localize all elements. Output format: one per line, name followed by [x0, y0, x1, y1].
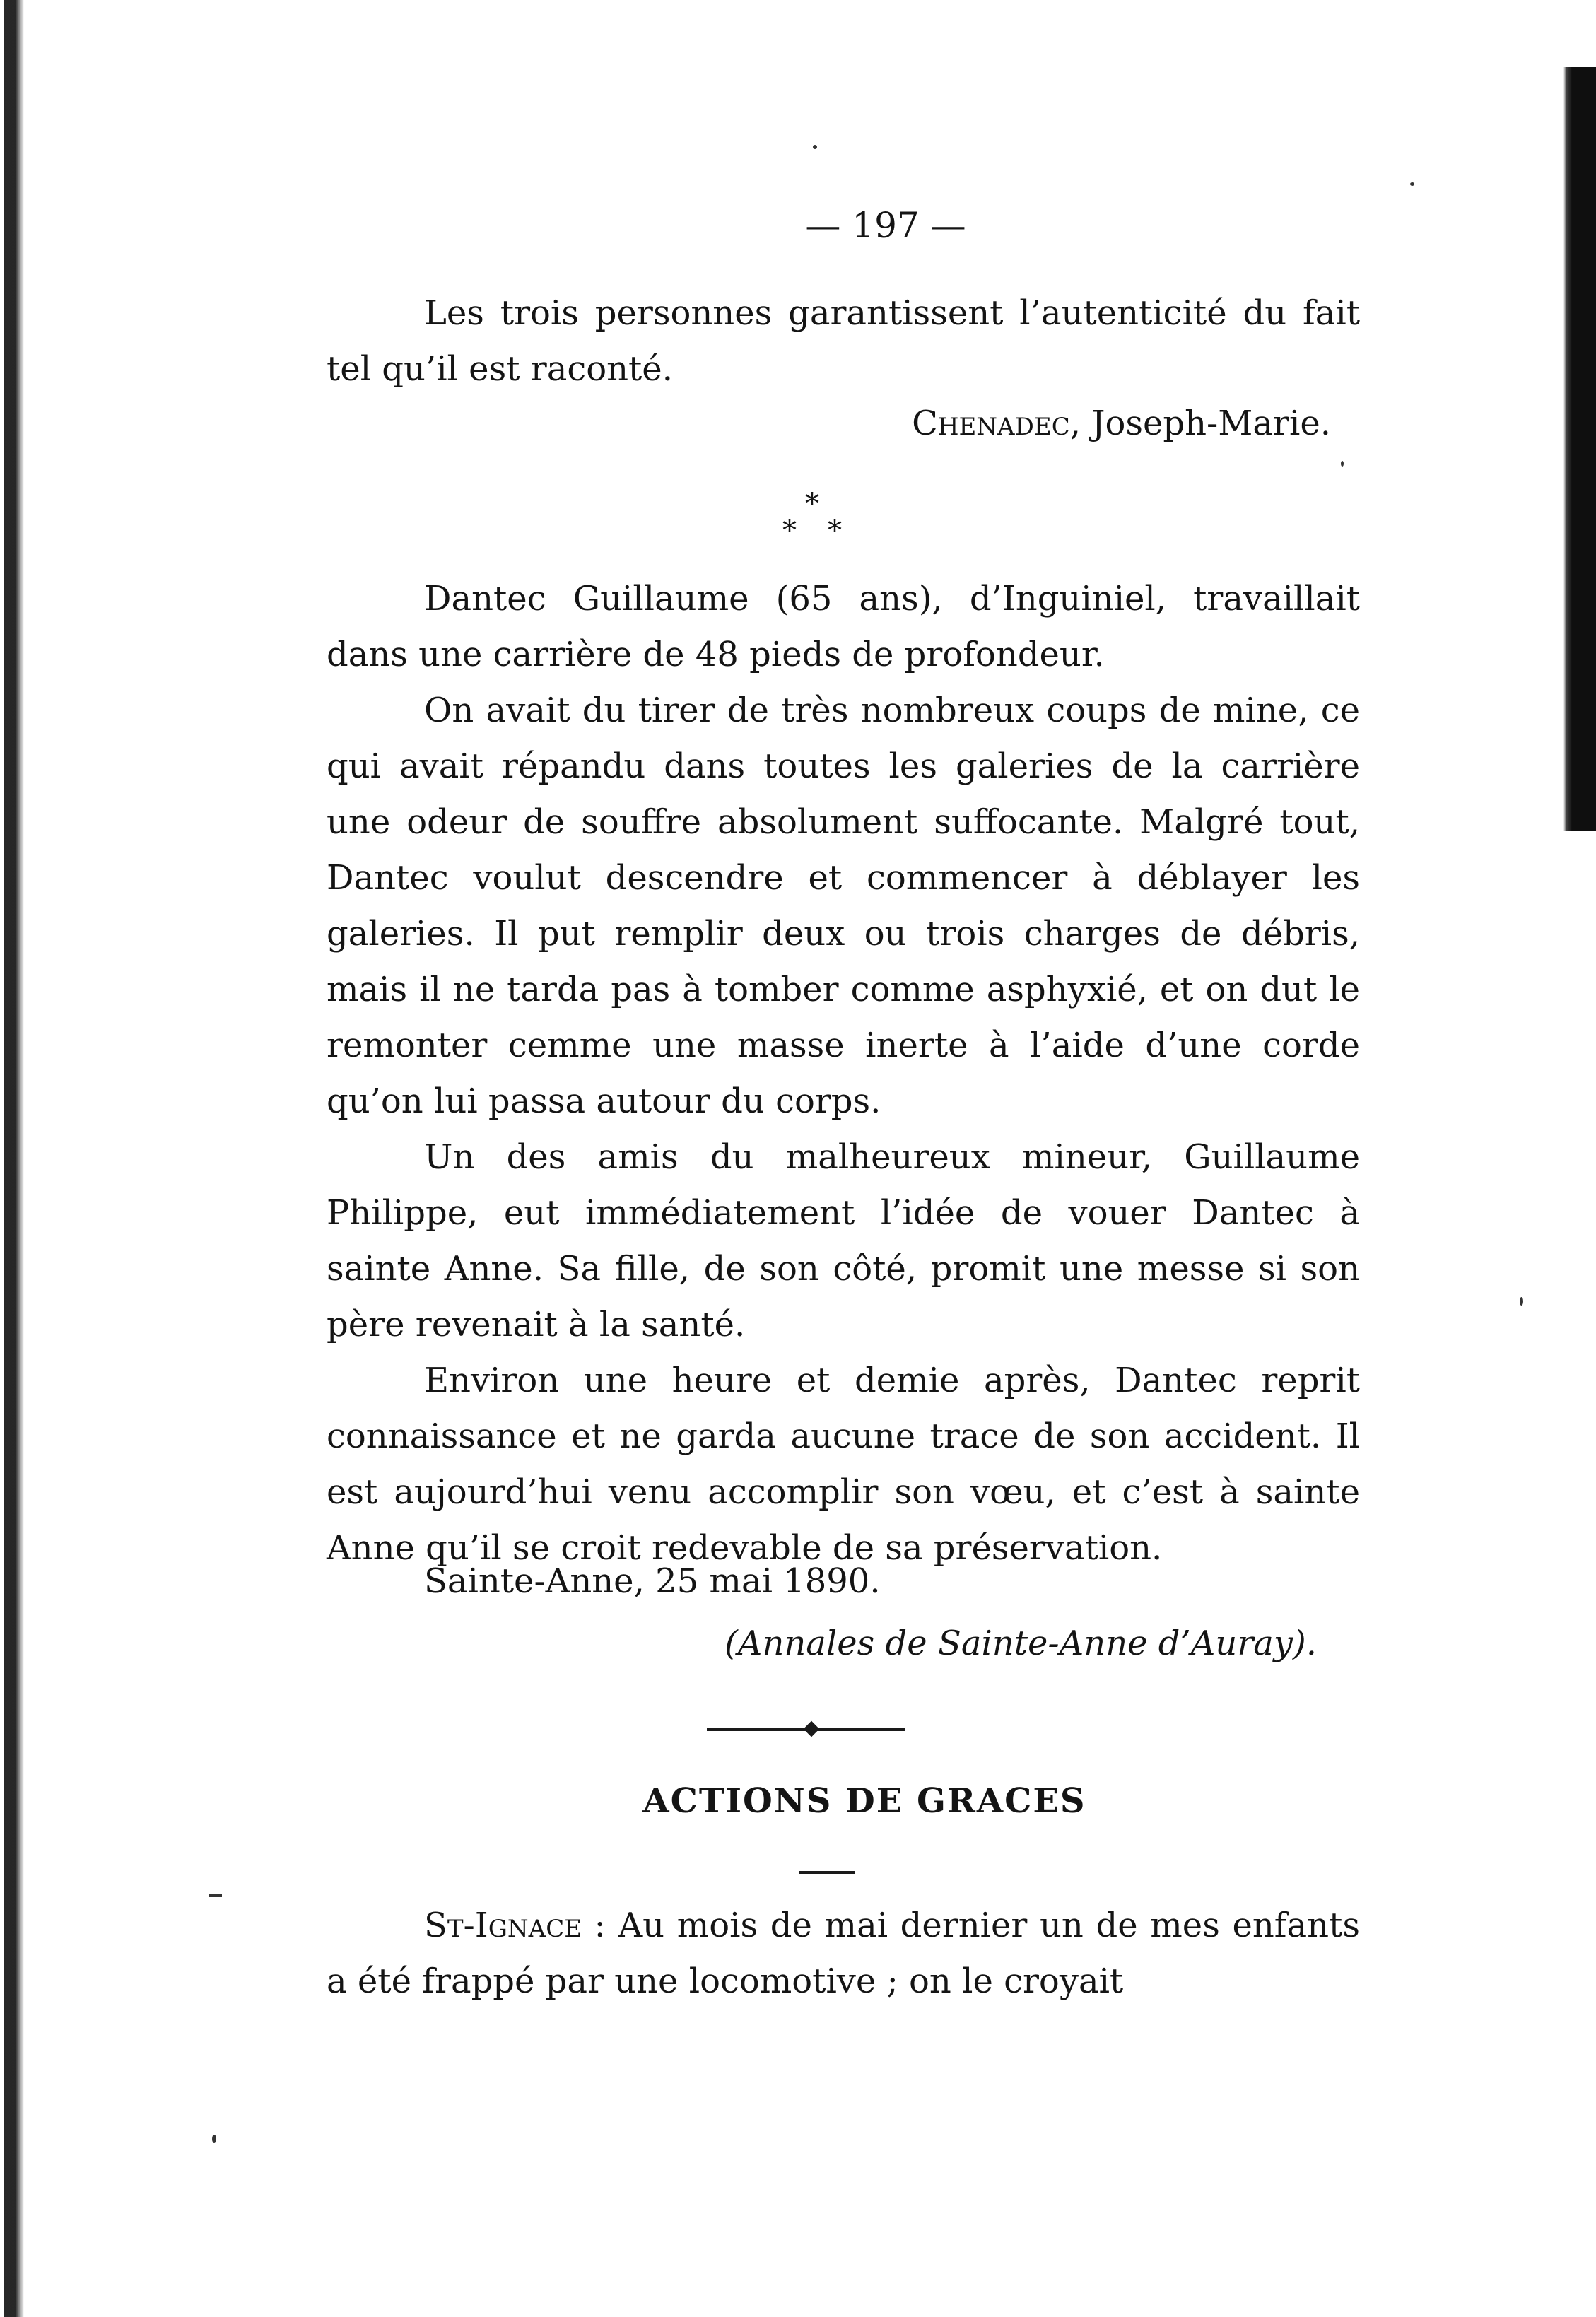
signature-given-names: Joseph-Marie. [1091, 404, 1331, 443]
narrative-block [327, 571, 1360, 1576]
signature-surname: Chenadec, [912, 404, 1081, 443]
paragraph-text: Au mois de mai dernier un de mes enfants a été frappé par une locomotive ; on le croyait [327, 1906, 1361, 2001]
paragraph: On avait du tirer de très nombreux coups de mine, ce qui avait répandu dans toutes les galeries de la carrière une odeur de souffre absolument suffocante. Malgré tout, Dantec voulut descendre et commencer à déblayer les galeries. Il put remplir deux ou trois charges de débris, mais il ne tarda pas à tomber comme asphyxié, et on dut le remonter cemme une masse inerte à l’aide d’une corde qu’on lui passa autour du corps. [327, 691, 1360, 1121]
asterism-star: * [805, 488, 819, 520]
asterism-star: * [828, 515, 842, 547]
date-line: Sainte-Anne, 25 mai 1890. [424, 1561, 881, 1601]
asterism-separator [774, 488, 859, 565]
thanksgiving-block [327, 1898, 1360, 2010]
signature [912, 396, 1331, 451]
paragraph: Dantec Guillaume (65 ans), d’Inguiniel, travaillait dans une carrière de 48 pieds de profondeur. [327, 579, 1360, 674]
scan-speck [1520, 1297, 1523, 1306]
section-title: ACTIONS DE GRACES [642, 1781, 1086, 1821]
section-divider [799, 1871, 855, 1874]
paragraph: Les trois personnes garantissent l’autenticité du fait tel qu’il est raconté. [327, 293, 1360, 389]
opening-paragraph-block [327, 286, 1360, 397]
paragraph: Un des amis du malheureux mineur, Guillaume Philippe, eut immédiatement l’idée de vouer Dantec à sainte Anne. Sa fille, de son côté, promit une messe si son père revenait à la santé. [327, 1137, 1360, 1344]
paragraph-label: St-Ignace : [424, 1906, 606, 1945]
scan-speck [212, 2135, 216, 2143]
scan-edge-right [1563, 67, 1596, 831]
scan-edge-left [0, 0, 31, 2317]
scan-speck [1410, 182, 1414, 186]
scan-speck [1341, 461, 1344, 467]
asterism-star: * [782, 515, 797, 547]
page-number: — 197 — [805, 205, 966, 246]
source-citation: (Annales de Sainte-Anne d’Auray). [724, 1624, 1317, 1663]
ornamental-rule-diamond [804, 1721, 820, 1737]
scan-speck [813, 145, 817, 149]
paragraph [327, 1898, 1360, 2010]
paragraph: Environ une heure et demie après, Dantec reprit connaissance et ne garda aucune trace de son accident. Il est aujourd’hui venu accomplir son vœu, et c’est à sainte Anne qu’il se croit redevable de sa préservation. [327, 1361, 1360, 1568]
scan-speck [209, 1894, 222, 1897]
